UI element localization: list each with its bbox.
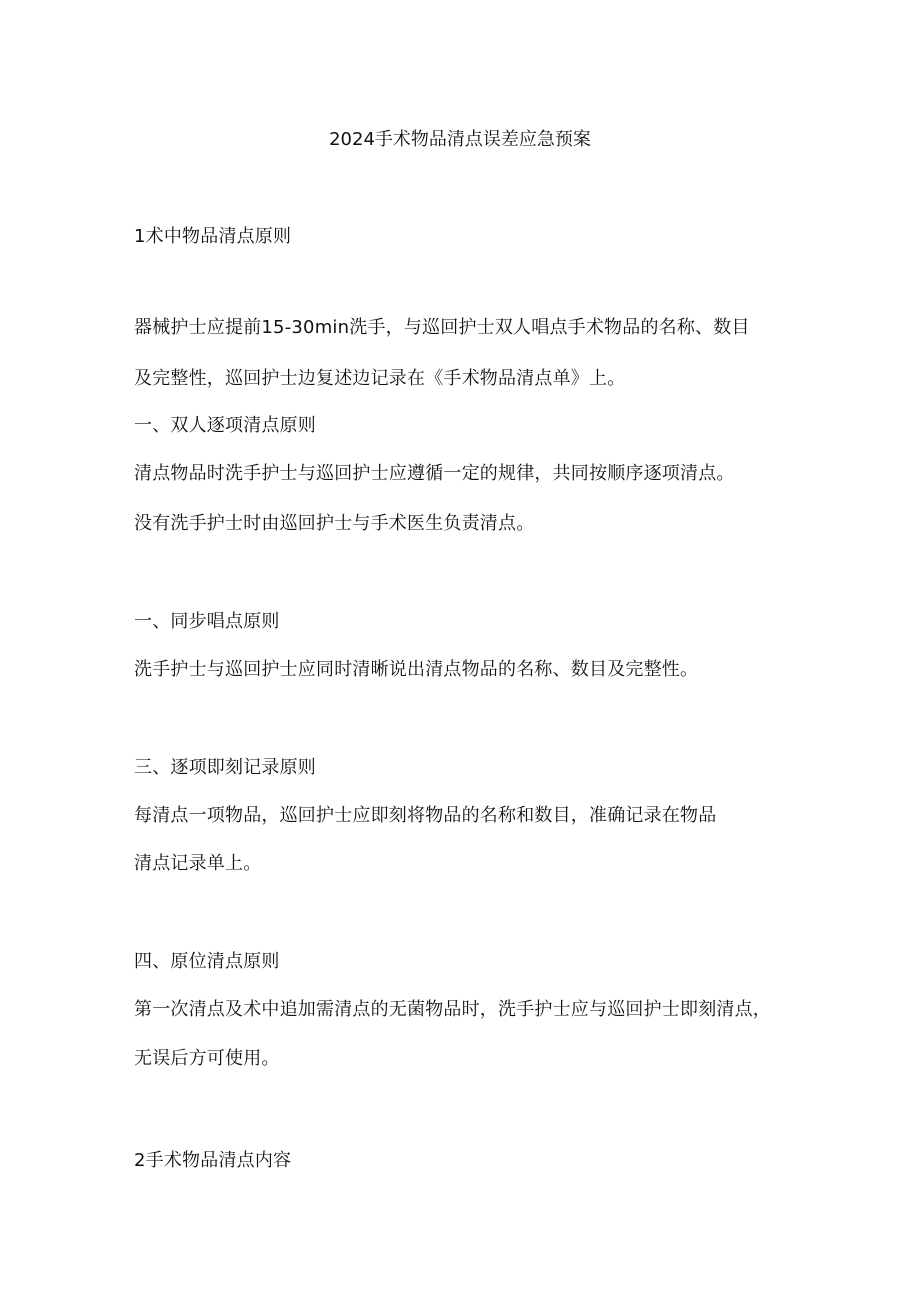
principle-2-heading: 一、同步唱点原则	[134, 611, 280, 632]
principle-3-line-2: 清点记录单上。	[134, 853, 262, 874]
principle-3-line-1: 每清点一项物品，巡回护士应即刻将物品的名称和数目，准确记录在物品	[134, 805, 717, 826]
principle-3-heading: 三、逐项即刻记录原则	[134, 757, 316, 778]
principle-1-line-1: 清点物品时洗手护士与巡回护士应遵循一定的规律，共同按顺序逐项清点。	[134, 463, 735, 484]
principle-1-line-2: 没有洗手护士时由巡回护士与手术医生负责清点。	[134, 513, 535, 534]
section-2-heading: 2手术物品清点内容	[134, 1150, 292, 1171]
principle-4-line-2: 无误后方可使用。	[134, 1048, 280, 1069]
section-1-intro-line-1: 器械护士应提前15-30min洗手，与巡回护士双人唱点手术物品的名称、数目	[134, 317, 750, 338]
principle-1-heading: 一、双人逐项清点原则	[134, 415, 316, 436]
section-1-heading: 1术中物品清点原则	[134, 226, 292, 247]
document-title: 2024手术物品清点误差应急预案	[329, 129, 591, 150]
principle-2-line-1: 洗手护士与巡回护士应同时清晰说出清点物品的名称、数目及完整性。	[134, 659, 699, 680]
principle-4-heading: 四、原位清点原则	[134, 951, 280, 972]
principle-4-line-1: 第一次清点及术中追加需清点的无菌物品时，洗手护士应与巡回护士即刻清点，	[134, 999, 771, 1020]
section-1-intro-line-2: 及完整性，巡回护士边复述边记录在《手术物品清点单》上。	[134, 368, 626, 389]
